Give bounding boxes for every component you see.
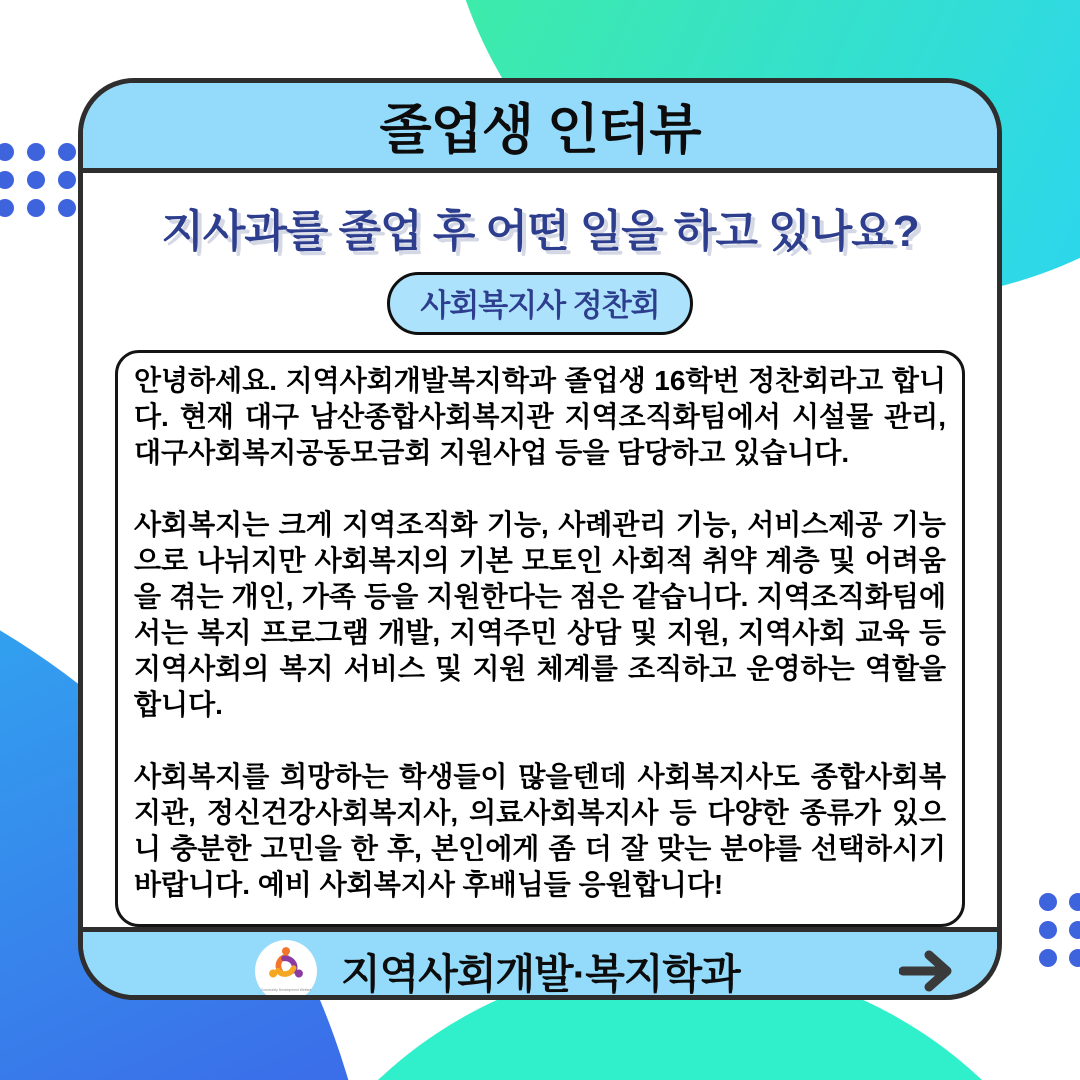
dot-icon: [1069, 921, 1080, 939]
badge-row: [83, 272, 997, 335]
dot-icon: [27, 171, 45, 189]
dot-icon: [58, 143, 76, 161]
dot-icon: [0, 143, 14, 161]
answer-paragraph: 안녕하세요. 지역사회개발복지학과 졸업생 16학번 정찬회라고 합니다. 현재 대구 남산종합사회복지관 지역조직화팀에서 시설물 관리, 대구사회복지공동모금회 지원사업 등을 담당하고 있습니다.: [134, 365, 946, 468]
card-footer: [83, 927, 997, 1000]
dot-icon: [1039, 921, 1057, 939]
department-name: 지역사회개발·복지학과: [341, 951, 740, 997]
next-page-button[interactable]: [899, 950, 955, 992]
dot-icon: [58, 199, 76, 217]
dot-icon: [27, 199, 45, 217]
arrow-right-icon: [899, 950, 955, 992]
card-body: [83, 173, 997, 927]
dot-icon: [1039, 893, 1057, 911]
dot-icon: [1069, 949, 1080, 967]
answer-paragraph: 사회복지를 희망하는 학생들이 많을텐데 사회복지사도 종합사회복지관, 정신건강사회복지사, 의료사회복지사 등 다양한 종류가 있으니 충분한 고민을 한 후, 본인에게 좀 더 잘 맞는 분야를 선택하시기 바랍니다. 예비 사회복지사 후배님들 응원합니다!: [134, 761, 946, 900]
dot-icon: [58, 171, 76, 189]
interview-question: 지사과를 졸업 후 어떤 일을 하고 있나요?: [161, 207, 919, 256]
dot-icon: [27, 143, 45, 161]
answer-paragraph: 사회복지는 크게 지역조직화 기능, 사례관리 기능, 서비스제공 기능으로 나뉘지만 사회복지의 기본 모토인 사회적 취약 계층 및 어려움을 겪는 개인, 가족 등을 지원한다는 점은 같습니다. 지역조직화팀에서는 복지 프로그램 개발, 지역주민 상담 및 지원, 지역사회 교육 등 지역사회의 복지 서비스 및 지원 체계를 조직하고 운영하는 역할을 합니다.: [134, 509, 946, 720]
interviewee-badge: 사회복지사 정찬회: [387, 272, 692, 335]
dot-icon: [0, 171, 14, 189]
page-title: 졸업생 인터뷰: [379, 100, 701, 160]
decorative-dot-grid-left: [0, 143, 76, 217]
dot-icon: [0, 199, 14, 217]
interview-answer-box: [115, 350, 965, 927]
department-logo-icon: [255, 940, 317, 1001]
logo-caption: Community Development Welfare: [260, 987, 312, 992]
dot-icon: [1039, 949, 1057, 967]
interview-card: [78, 78, 1002, 1000]
card-header: [83, 83, 997, 173]
dot-icon: [1069, 893, 1080, 911]
decorative-dot-grid-right: [1039, 893, 1080, 967]
